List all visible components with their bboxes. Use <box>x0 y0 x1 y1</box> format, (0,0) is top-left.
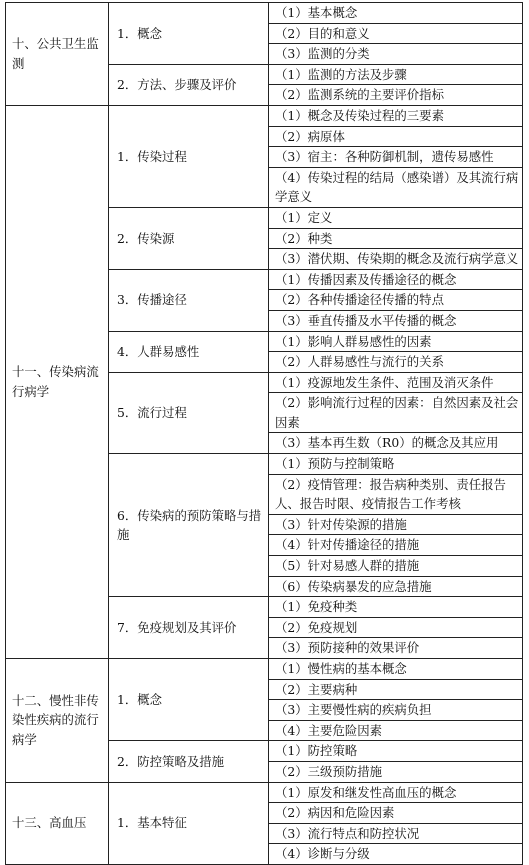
item-cell: （3）潜伏期、传染期的概念及流行病学意义 <box>269 249 523 270</box>
item-cell: （1）定义 <box>269 207 523 228</box>
item-cell: （1）疫源地发生条件、范围及消灭条件 <box>269 372 523 393</box>
item-cell: （1）概念及传染过程的三要素 <box>269 105 523 126</box>
unit-cell: 7．免疫规划及其评价 <box>109 597 269 659</box>
item-cell: （3）针对传染源的措施 <box>269 514 523 535</box>
item-cell: （1）传播因素及传播途径的概念 <box>269 269 523 290</box>
item-cell: （4）传染过程的结局（感染谱）及其流行病学意义 <box>269 167 523 207</box>
item-cell: （2）种类 <box>269 228 523 249</box>
chapter-cell: 十三、高血压 <box>6 782 109 864</box>
unit-cell: 6．传染病的预防策略与措施 <box>109 454 269 597</box>
unit-cell: 2．防控策略及措施 <box>109 741 269 782</box>
item-cell: （6）传染病暴发的应急措施 <box>269 576 523 597</box>
item-cell: （2）病原体 <box>269 126 523 147</box>
item-cell: （3）预防接种的效果评价 <box>269 638 523 659</box>
unit-cell: 5．流行过程 <box>109 372 269 453</box>
item-cell: （1）预防与控制策略 <box>269 454 523 475</box>
item-cell: （1）基本概念 <box>269 3 523 24</box>
item-cell: （1）原发和继发性高血压的概念 <box>269 782 523 803</box>
item-cell: （2）监测系统的主要评价指标 <box>269 85 523 106</box>
item-cell: （1）监测的方法及步骤 <box>269 64 523 85</box>
item-cell: （2）免疫规划 <box>269 617 523 638</box>
chapter-cell: 十二、慢性非传染性疾病的流行病学 <box>6 659 109 783</box>
unit-cell: 2．传染源 <box>109 207 269 269</box>
item-cell: （4）诊断与分级 <box>269 844 523 865</box>
unit-cell: 3．传播途径 <box>109 269 269 331</box>
item-cell: （1）免疫种类 <box>269 597 523 618</box>
unit-cell: 1．概念 <box>109 3 269 65</box>
item-cell: （4）主要危险因素 <box>269 720 523 741</box>
item-cell: （2）疫情管理：报告病种类别、责任报告人、报告时限、疫情报告工作考核 <box>269 474 523 514</box>
item-cell: （3）垂直传播及水平传播的概念 <box>269 310 523 331</box>
unit-cell: 1．概念 <box>109 659 269 741</box>
item-cell: （3）流行特点和防控状况 <box>269 823 523 844</box>
syllabus-table-body <box>6 3 523 865</box>
item-cell: （2）影响流行过程的因素：自然因素及社会因素 <box>269 393 523 433</box>
item-cell: （4）针对传播途径的措施 <box>269 535 523 556</box>
item-cell: （2）目的和意义 <box>269 23 523 44</box>
item-cell: （3）基本再生数（R0）的概念及其应用 <box>269 433 523 454</box>
item-cell: （3）主要慢性病的疾病负担 <box>269 700 523 721</box>
item-cell: （1）慢性病的基本概念 <box>269 659 523 680</box>
unit-cell: 2．方法、步骤及评价 <box>109 64 269 105</box>
item-cell: （1）影响人群易感性的因素 <box>269 331 523 352</box>
table-row <box>6 3 523 24</box>
table-row <box>6 782 523 803</box>
unit-cell: 1．基本特征 <box>109 782 269 864</box>
item-cell: （3）监测的分类 <box>269 44 523 65</box>
item-cell: （2）三级预防措施 <box>269 761 523 782</box>
unit-cell: 1．传染过程 <box>109 105 269 207</box>
syllabus-table <box>5 2 523 865</box>
table-row <box>6 105 523 126</box>
unit-cell: 4．人群易感性 <box>109 331 269 372</box>
table-row <box>6 659 523 680</box>
item-cell: （2）各种传播途径传播的特点 <box>269 290 523 311</box>
item-cell: （1）防控策略 <box>269 741 523 762</box>
chapter-cell: 十、公共卫生监测 <box>6 3 109 106</box>
item-cell: （2）病因和危险因素 <box>269 803 523 824</box>
item-cell: （5）针对易感人群的措施 <box>269 556 523 577</box>
chapter-cell: 十一、传染病流行病学 <box>6 105 109 658</box>
item-cell: （2）人群易感性与流行的关系 <box>269 352 523 373</box>
item-cell: （3）宿主：各种防御机制，遗传易感性 <box>269 147 523 168</box>
item-cell: （2）主要病种 <box>269 679 523 700</box>
